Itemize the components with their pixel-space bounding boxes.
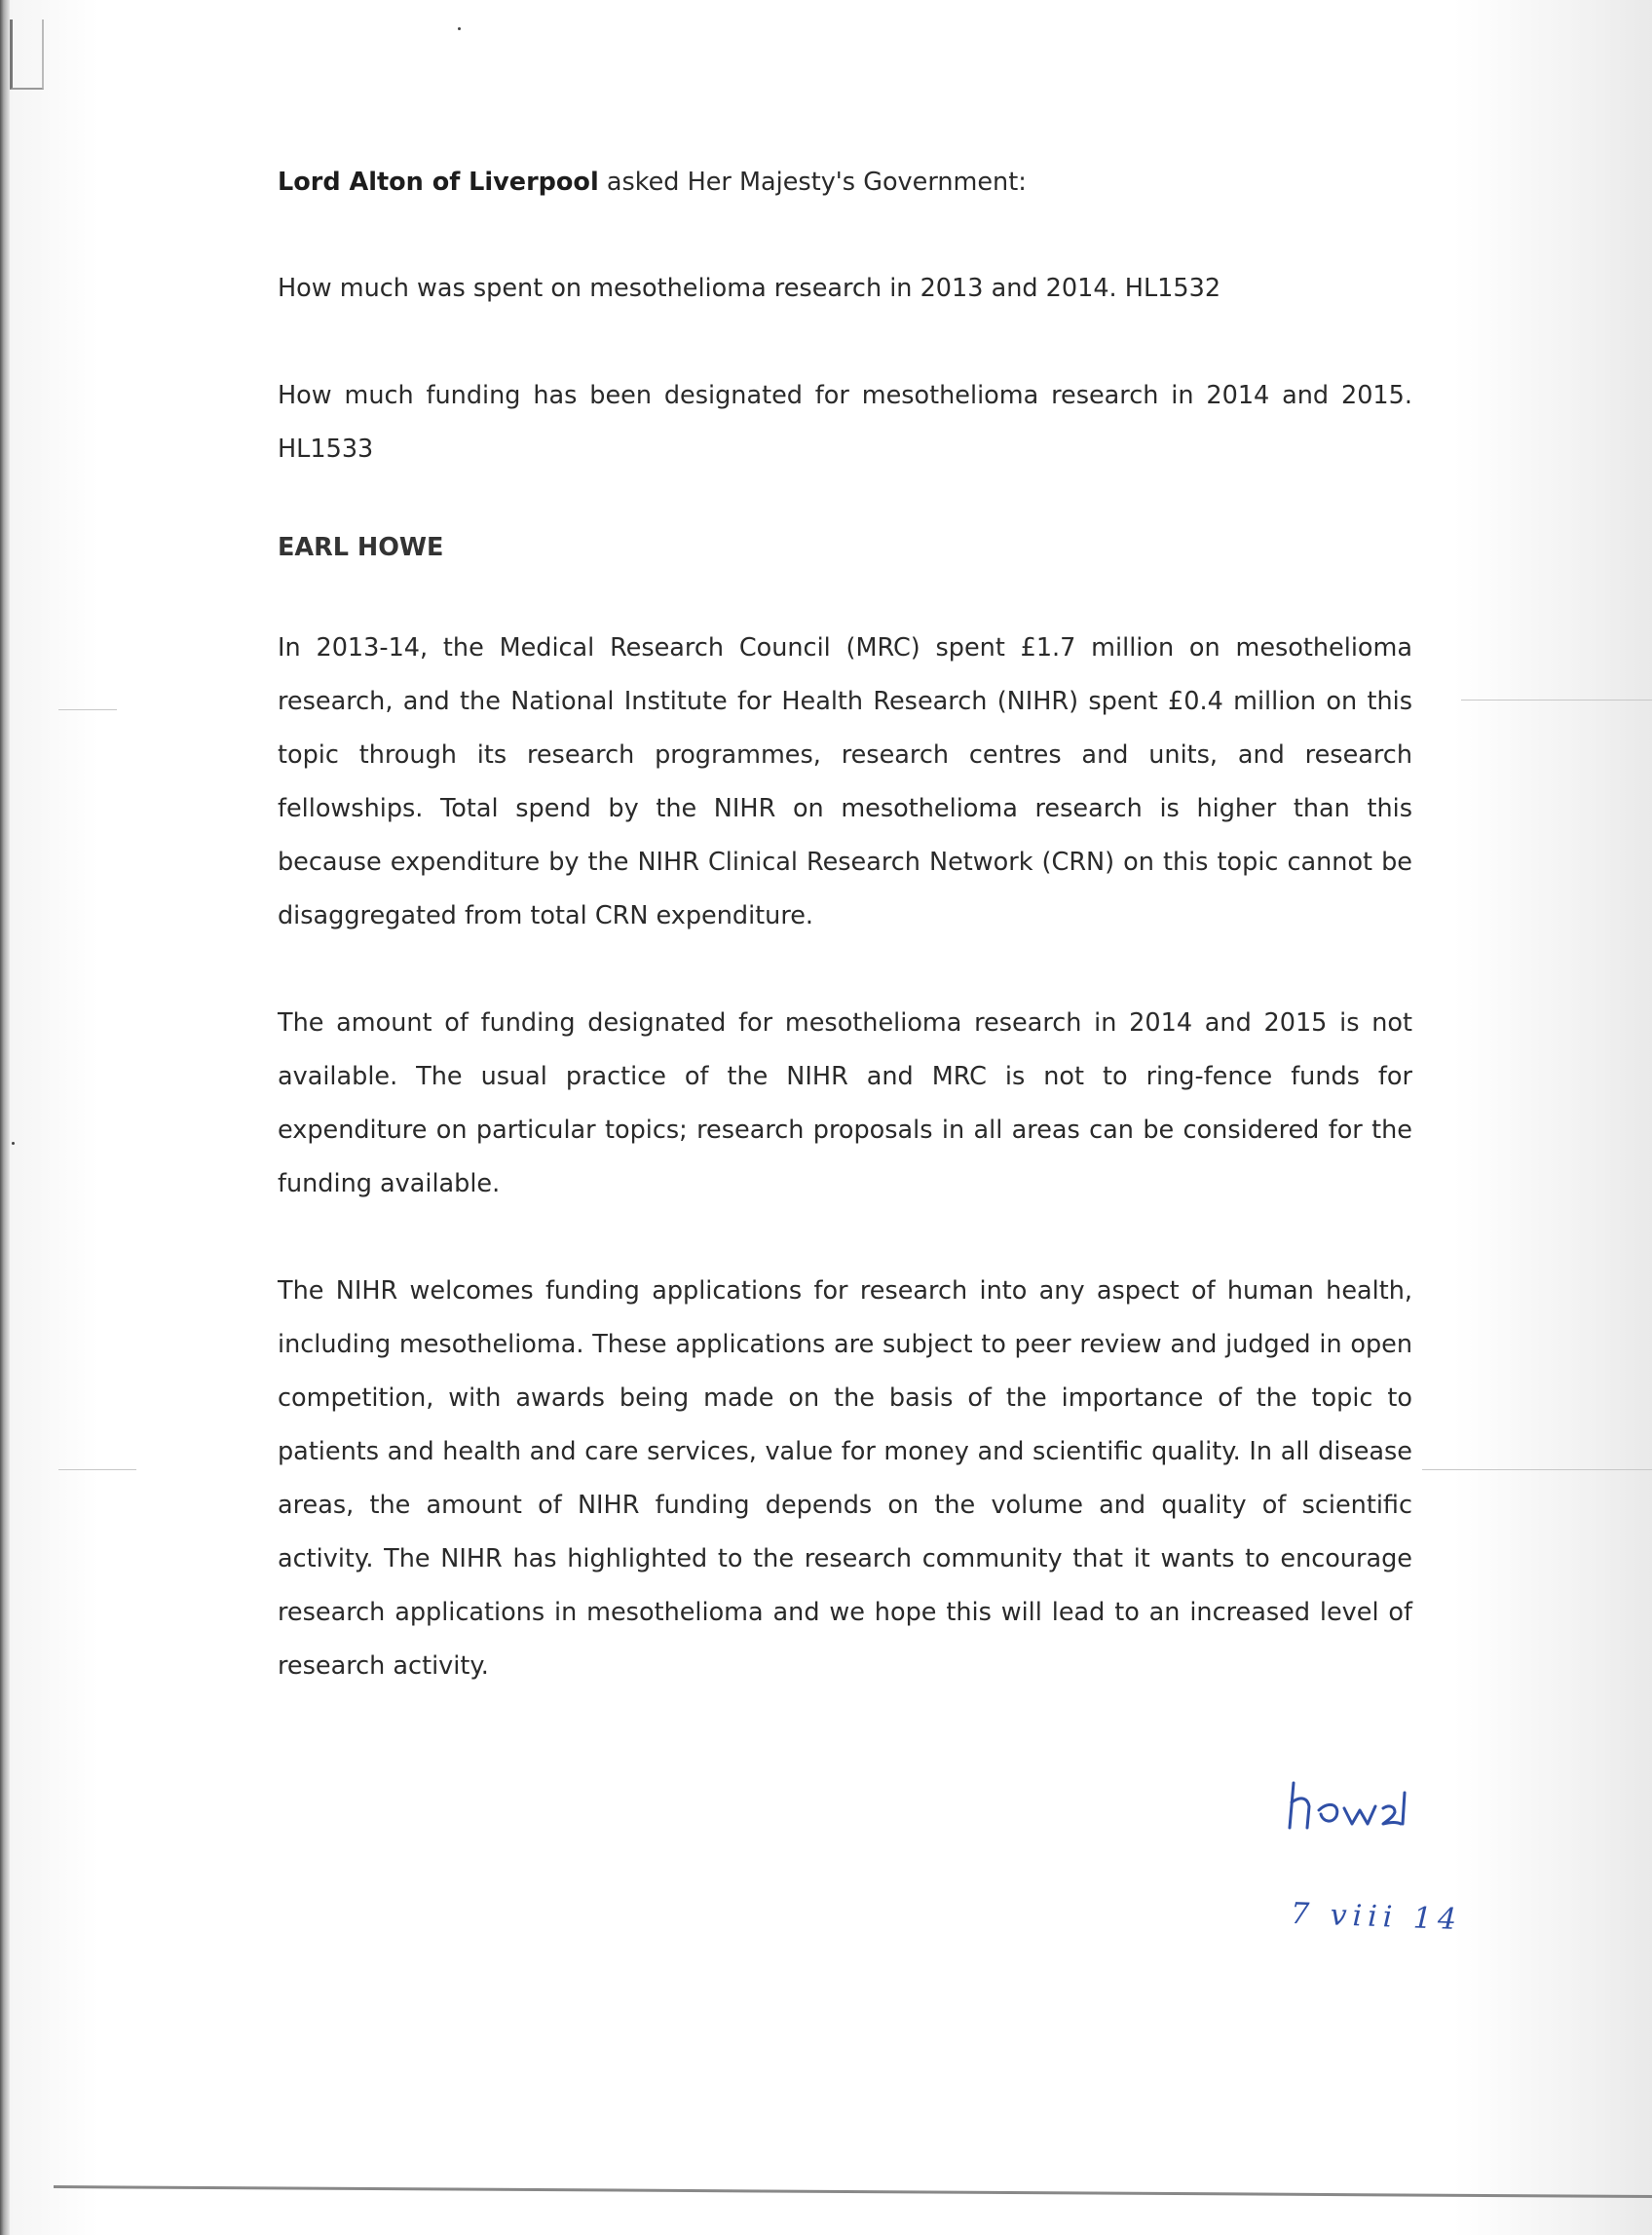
scan-speck [458,27,461,30]
answer-paragraph: The NIHR welcomes funding applications for research into any aspect of human health, including mesothelioma. These applications are subject to peer review and judged in open competition, with awards being made on the basis of the importance of the topic to patients and health and care services, value for money and scientific quality. In all disease areas, the amount of NIHR funding depends on the volume and quality of scientific activity. The NIHR has highlighted to the research community that it wants to encourage research applications in mesothelioma and we hope this will lead to an increased level of research activity. [278,1276,1412,1681]
question-header [278,156,1412,209]
answer-paragraph: In 2013-14, the Medical Research Council (MRC) spent £1.7 million on mesothelioma research, and the National Institute for Health Research (NIHR) spent £0.4 million on this topic through its research programmes, research centres and units, and research fellowships. Total spend by the NIHR on mesothelioma research is higher than this because expenditure by the NIHR Clinical Research Network (CRN) on this topic cannot be disaggregated from total CRN expenditure. [278,633,1412,930]
signature-date: 7 viii 14 [1290,1896,1463,1938]
fold-line [1422,1469,1652,1470]
document-body [278,156,1412,1747]
fold-line [1461,700,1652,701]
scan-edge-left [0,0,10,2235]
fold-line [58,709,117,710]
asker-name: Lord Alton of Liverpool [278,168,599,197]
question-hl1533: How much funding has been designated for mesothelioma research in 2014 and 2015. HL1533 [278,381,1412,464]
scan-speck [12,1142,15,1145]
asker-intro: asked Her Majesty's Government: [606,168,1027,197]
binder-mark [10,19,44,90]
answer-paragraph: The amount of funding designated for mesothelioma research in 2014 and 2015 is not available. The usual practice of the NIHR and MRC is not to ring-fence funds for expenditure on particular topics; research proposals in all areas can be considered for the funding available. [278,1008,1412,1198]
question-hl1532: How much was spent on mesothelioma research in 2013 and 2014. HL1532 [278,274,1221,303]
handwritten-signature [1286,1771,1461,1849]
scan-edge-bottom [54,2185,1652,2198]
fold-line [58,1469,136,1470]
minister-name: EARL HOWE [278,533,444,562]
